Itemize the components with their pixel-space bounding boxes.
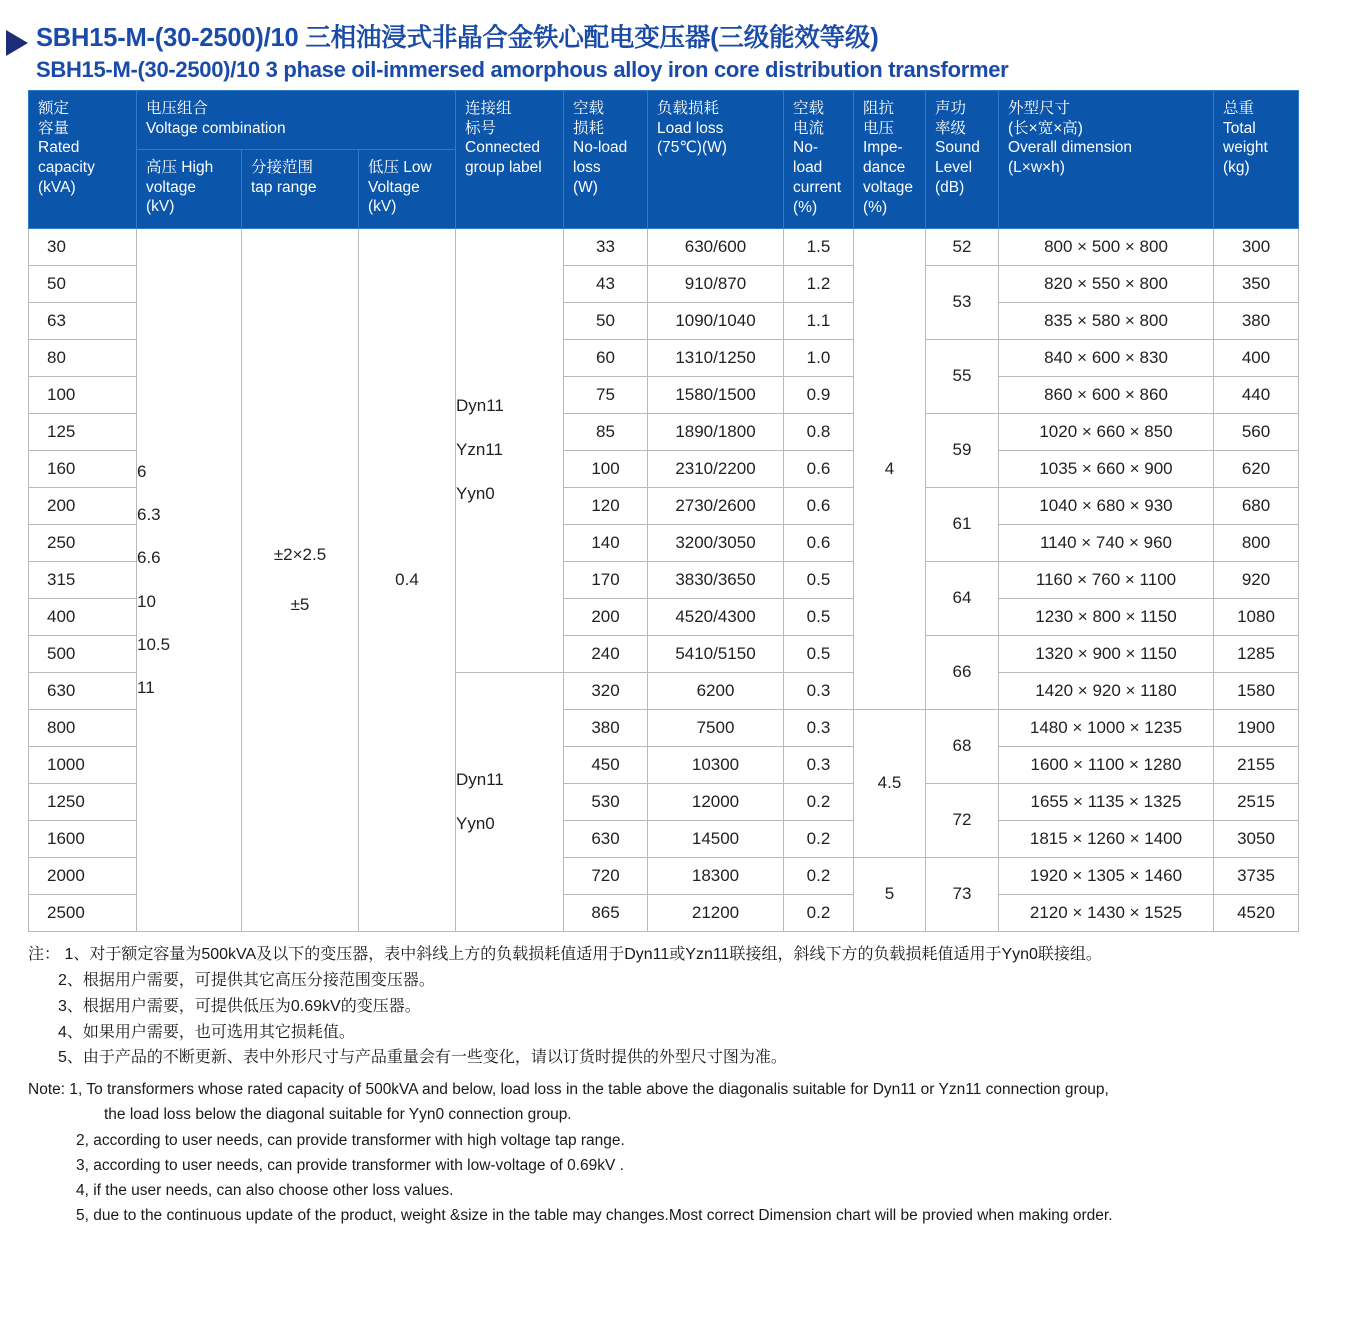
header-rated-capacity-en1: Rated xyxy=(38,139,80,157)
cell-rated-capacity: 250 xyxy=(29,524,137,561)
cell-total-weight: 2155 xyxy=(1214,746,1299,783)
cell-load-loss: 14500 xyxy=(648,820,784,857)
cell-rated-capacity: 800 xyxy=(29,709,137,746)
table-body xyxy=(29,228,1299,931)
tap-range-value: ±5 xyxy=(290,594,310,614)
cell-rated-capacity: 30 xyxy=(29,228,137,265)
header-total-weight-cn: 总重 xyxy=(1223,99,1255,117)
cell-total-weight: 300 xyxy=(1214,228,1299,265)
cell-total-weight: 1580 xyxy=(1214,672,1299,709)
note-en-text-1b: the load loss below the diagonal suitable for Yyn0 connection group. xyxy=(104,1106,572,1124)
cell-overall-dimension: 1815 × 1260 × 1400 xyxy=(999,820,1214,857)
notes-english xyxy=(28,1077,1342,1228)
header-low-voltage xyxy=(359,149,456,228)
header-impedance-voltage xyxy=(854,90,926,228)
notes-section xyxy=(0,932,1370,1228)
cell-sound-level: 55 xyxy=(926,339,999,413)
note-en-line-1a xyxy=(28,1077,1342,1102)
header-voltage-combination xyxy=(137,90,456,149)
cell-total-weight: 3050 xyxy=(1214,820,1299,857)
header-no-load-current xyxy=(784,90,854,228)
cell-rated-capacity: 500 xyxy=(29,635,137,672)
cell-rated-capacity: 1000 xyxy=(29,746,137,783)
cell-no-load-loss: 140 xyxy=(564,524,648,561)
cell-sound-level: 53 xyxy=(926,265,999,339)
cell-sound-level: 72 xyxy=(926,783,999,857)
header-load-loss-cn: 负载损耗 xyxy=(657,99,720,117)
cell-no-load-current: 0.2 xyxy=(784,894,854,931)
cell-no-load-loss: 50 xyxy=(564,302,648,339)
notes-chinese xyxy=(28,942,1342,1072)
header-impedance-voltage-cn2: 电压 xyxy=(863,119,895,137)
note-en-line-5 xyxy=(28,1203,1342,1228)
cell-no-load-loss: 320 xyxy=(564,672,648,709)
table-row xyxy=(29,228,1299,265)
header-sound-level-cn1: 声功 xyxy=(935,99,967,117)
header-no-load-loss-cn2: 损耗 xyxy=(573,119,605,137)
header-no-load-loss-unit: (W) xyxy=(573,179,598,197)
cell-total-weight: 1080 xyxy=(1214,598,1299,635)
cell-no-load-loss: 43 xyxy=(564,265,648,302)
header-overall-dimension-cn1: 外型尺寸 xyxy=(1008,99,1071,117)
connected-group-value: Yyn0 xyxy=(456,484,495,504)
cell-overall-dimension: 835 × 580 × 800 xyxy=(999,302,1214,339)
header-overall-dimension xyxy=(999,90,1214,228)
cell-no-load-loss: 120 xyxy=(564,487,648,524)
cell-rated-capacity: 2000 xyxy=(29,857,137,894)
header-rated-capacity-en2: capacity xyxy=(38,159,95,177)
high-voltage-value: 10 xyxy=(137,591,156,611)
note-cn-text-5: 5、由于产品的不断更新、表中外形尺寸与产品重量会有一些变化，请以订货时提供的外型尺寸图为准。 xyxy=(58,1049,787,1067)
cell-load-loss: 21200 xyxy=(648,894,784,931)
cell-impedance-voltage: 4 xyxy=(854,228,926,709)
cell-impedance-voltage: 5 xyxy=(854,857,926,931)
spec-table-container xyxy=(0,90,1370,932)
header-connected-group-en2: group label xyxy=(465,159,542,177)
header-row-top xyxy=(29,90,1299,149)
cell-overall-dimension: 800 × 500 × 800 xyxy=(999,228,1214,265)
cell-load-loss: 3830/3650 xyxy=(648,561,784,598)
cell-no-load-current: 0.6 xyxy=(784,450,854,487)
header-rated-capacity-cn1: 额定 xyxy=(38,99,70,117)
header-overall-dimension-en2: (L×w×h) xyxy=(1008,159,1065,177)
cell-sound-level: 64 xyxy=(926,561,999,635)
cell-no-load-loss: 85 xyxy=(564,413,648,450)
cell-load-loss: 1580/1500 xyxy=(648,376,784,413)
note-cn-line-2 xyxy=(28,968,1342,994)
cell-low-voltage: 0.4 xyxy=(359,228,456,931)
header-rated-capacity-unit: (kVA) xyxy=(38,179,76,197)
cell-load-loss: 12000 xyxy=(648,783,784,820)
cell-no-load-current: 1.1 xyxy=(784,302,854,339)
cell-sound-level: 59 xyxy=(926,413,999,487)
cell-rated-capacity: 50 xyxy=(29,265,137,302)
cell-load-loss: 10300 xyxy=(648,746,784,783)
note-en-label: Note: xyxy=(28,1081,66,1099)
cell-overall-dimension: 1040 × 680 × 930 xyxy=(999,487,1214,524)
note-en-line-1b xyxy=(28,1102,1342,1127)
cell-no-load-current: 0.5 xyxy=(784,561,854,598)
cell-high-voltage xyxy=(137,228,242,931)
header-sound-level-en1: Sound xyxy=(935,139,980,157)
cell-no-load-loss: 450 xyxy=(564,746,648,783)
header-no-load-current-cn2: 电流 xyxy=(793,119,825,137)
header-low-voltage-unit: (kV) xyxy=(368,198,397,216)
cell-total-weight: 1900 xyxy=(1214,709,1299,746)
cell-overall-dimension: 840 × 600 × 830 xyxy=(999,339,1214,376)
cell-total-weight: 440 xyxy=(1214,376,1299,413)
connected-group-value: Dyn11 xyxy=(456,769,504,789)
cell-total-weight: 620 xyxy=(1214,450,1299,487)
cell-total-weight: 680 xyxy=(1214,487,1299,524)
cell-total-weight: 2515 xyxy=(1214,783,1299,820)
header-no-load-current-cn1: 空载 xyxy=(793,99,825,117)
note-cn-text-4: 4、如果用户需要，也可选用其它损耗值。 xyxy=(58,1023,355,1041)
cell-load-loss: 630/600 xyxy=(648,228,784,265)
connected-group-value: Yzn11 xyxy=(456,440,503,460)
connected-group-value: Dyn11 xyxy=(456,396,504,415)
cell-no-load-current: 0.3 xyxy=(784,709,854,746)
cell-total-weight: 380 xyxy=(1214,302,1299,339)
cell-rated-capacity: 125 xyxy=(29,413,137,450)
header-tap-range-cn: 分接范围 xyxy=(251,158,314,176)
note-en-line-3 xyxy=(28,1153,1342,1178)
note-en-text-3: 3, according to user needs, can provide transformer with low-voltage of 0.69kV . xyxy=(76,1156,624,1174)
cell-rated-capacity: 63 xyxy=(29,302,137,339)
note-cn-text-2: 2、根据用户需要，可提供其它高压分接范围变压器。 xyxy=(58,971,435,989)
cell-total-weight: 800 xyxy=(1214,524,1299,561)
cell-no-load-loss: 33 xyxy=(564,228,648,265)
cell-overall-dimension: 1020 × 660 × 850 xyxy=(999,413,1214,450)
high-voltage-value: 10.5 xyxy=(137,635,171,655)
cell-total-weight: 3735 xyxy=(1214,857,1299,894)
cell-no-load-loss: 720 xyxy=(564,857,648,894)
note-cn-text-3: 3、根据用户需要，可提供低压为0.69kV的变压器。 xyxy=(58,997,421,1015)
cell-rated-capacity: 400 xyxy=(29,598,137,635)
cell-total-weight: 400 xyxy=(1214,339,1299,376)
cell-rated-capacity: 160 xyxy=(29,450,137,487)
cell-overall-dimension: 1920 × 1305 × 1460 xyxy=(999,857,1214,894)
cell-overall-dimension: 1035 × 660 × 900 xyxy=(999,450,1214,487)
header-tap-range xyxy=(242,149,359,228)
cell-load-loss: 1310/1250 xyxy=(648,339,784,376)
cell-no-load-loss: 170 xyxy=(564,561,648,598)
cell-overall-dimension: 860 × 600 × 860 xyxy=(999,376,1214,413)
cell-no-load-current: 0.2 xyxy=(784,783,854,820)
header-no-load-loss-en2: loss xyxy=(573,159,601,177)
cell-load-loss: 2730/2600 xyxy=(648,487,784,524)
cell-tap-range xyxy=(242,228,359,931)
cell-overall-dimension: 1480 × 1000 × 1235 xyxy=(999,709,1214,746)
header-connected-group-cn2: 标号 xyxy=(465,119,497,137)
note-cn-line-1 xyxy=(28,942,1342,968)
cell-load-loss: 5410/5150 xyxy=(648,635,784,672)
cell-rated-capacity: 630 xyxy=(29,672,137,709)
cell-sound-level: 68 xyxy=(926,709,999,783)
header-impedance-voltage-cn1: 阻抗 xyxy=(863,99,895,117)
cell-no-load-current: 0.3 xyxy=(784,672,854,709)
cell-no-load-current: 0.6 xyxy=(784,524,854,561)
high-voltage-value: 6.6 xyxy=(137,548,161,568)
cell-rated-capacity: 1250 xyxy=(29,783,137,820)
cell-no-load-current: 0.6 xyxy=(784,487,854,524)
header-load-loss-en: Load loss xyxy=(657,119,724,137)
header-high-voltage-en: voltage xyxy=(146,178,196,196)
cell-impedance-voltage: 4.5 xyxy=(854,709,926,857)
transformer-spec-table xyxy=(28,90,1299,932)
high-voltage-value: 11 xyxy=(137,678,155,698)
cell-rated-capacity: 315 xyxy=(29,561,137,598)
triangle-marker-icon xyxy=(6,30,28,56)
header-no-load-loss-en1: No-load xyxy=(573,139,628,157)
header-sound-level xyxy=(926,90,999,228)
note-cn-line-5 xyxy=(28,1045,1342,1071)
cell-overall-dimension: 1230 × 800 × 1150 xyxy=(999,598,1214,635)
header-no-load-current-unit: (%) xyxy=(793,198,818,216)
header-load-loss xyxy=(648,90,784,228)
note-en-text-2: 2, according to user needs, can provide transformer with high voltage tap range. xyxy=(76,1131,625,1149)
note-en-text-5: 5, due to the continuous update of the product, weight &size in the table may changes.Most correct Dimension chart will be provied when making order. xyxy=(76,1206,1113,1224)
header-overall-dimension-en1: Overall dimension xyxy=(1008,139,1133,157)
cell-load-loss: 3200/3050 xyxy=(648,524,784,561)
header-connected-group xyxy=(456,90,564,228)
cell-rated-capacity: 100 xyxy=(29,376,137,413)
cell-no-load-loss: 630 xyxy=(564,820,648,857)
note-cn-text-1: 1、对于额定容量为500kVA及以下的变压器，表中斜线上方的负载损耗值适用于Dyn11或Yzn11联接组，斜线下方的负载损耗值适用于Yyn0联接组。 xyxy=(60,945,1102,963)
cell-no-load-current: 0.9 xyxy=(784,376,854,413)
cell-no-load-current: 0.2 xyxy=(784,857,854,894)
cell-load-loss: 6200 xyxy=(648,672,784,709)
cell-sound-level: 66 xyxy=(926,635,999,709)
note-en-line-2 xyxy=(28,1128,1342,1153)
header-no-load-current-en1: No-load xyxy=(793,139,823,177)
cell-overall-dimension: 820 × 550 × 800 xyxy=(999,265,1214,302)
note-cn-line-3 xyxy=(28,994,1342,1020)
cell-overall-dimension: 1160 × 760 × 1100 xyxy=(999,561,1214,598)
header-rated-capacity-cn2: 容量 xyxy=(38,119,70,137)
cell-connected-group xyxy=(456,228,564,672)
header-total-weight-en1: Total xyxy=(1223,119,1256,137)
header-total-weight xyxy=(1214,90,1299,228)
cell-rated-capacity: 80 xyxy=(29,339,137,376)
page-title-english: SBH15-M-(30-2500)/10 3 phase oil-immersed amorphous alloy iron core distribution transformer xyxy=(36,57,1009,83)
cell-no-load-current: 1.0 xyxy=(784,339,854,376)
header-impedance-voltage-unit: (%) xyxy=(863,198,888,216)
cell-no-load-current: 1.5 xyxy=(784,228,854,265)
cell-load-loss: 7500 xyxy=(648,709,784,746)
cell-connected-group xyxy=(456,672,564,931)
header-rated-capacity xyxy=(29,90,137,228)
note-en-text-4: 4, if the user needs, can also choose other loss values. xyxy=(76,1181,454,1199)
cell-overall-dimension: 1600 × 1100 × 1280 xyxy=(999,746,1214,783)
cell-no-load-current: 0.2 xyxy=(784,820,854,857)
cell-load-loss: 2310/2200 xyxy=(648,450,784,487)
header-connected-group-en1: Connected xyxy=(465,139,540,157)
header-voltage-combination-cn: 电压组合 xyxy=(146,99,209,117)
cell-sound-level: 52 xyxy=(926,228,999,265)
cell-load-loss: 4520/4300 xyxy=(648,598,784,635)
note-en-text-1a: 1, To transformers whose rated capacity of 500kVA and below, load loss in the table above the diagonalis suitable for Dyn11 or Yzn11 connection group, xyxy=(69,1081,1109,1099)
cell-rated-capacity: 200 xyxy=(29,487,137,524)
header-high-voltage xyxy=(137,149,242,228)
cell-no-load-loss: 865 xyxy=(564,894,648,931)
cell-no-load-loss: 75 xyxy=(564,376,648,413)
header-sound-level-en2: Level xyxy=(935,159,973,177)
header-no-load-current-en2: current xyxy=(793,179,842,197)
cell-no-load-loss: 200 xyxy=(564,598,648,635)
header-high-voltage-cn: 高压 High xyxy=(146,158,214,176)
cell-no-load-loss: 380 xyxy=(564,709,648,746)
header-impedance-voltage-en1: Impe- xyxy=(863,139,903,157)
cell-no-load-loss: 100 xyxy=(564,450,648,487)
cell-load-loss: 910/870 xyxy=(648,265,784,302)
cell-overall-dimension: 1655 × 1135 × 1325 xyxy=(999,783,1214,820)
cell-no-load-current: 0.5 xyxy=(784,598,854,635)
note-en-line-4 xyxy=(28,1178,1342,1203)
cell-overall-dimension: 1140 × 740 × 960 xyxy=(999,524,1214,561)
cell-rated-capacity: 1600 xyxy=(29,820,137,857)
cell-rated-capacity: 2500 xyxy=(29,894,137,931)
connected-group-value: Yyn0 xyxy=(456,813,495,833)
header-total-weight-unit: (kg) xyxy=(1223,159,1250,177)
cell-overall-dimension: 1420 × 920 × 1180 xyxy=(999,672,1214,709)
header-overall-dimension-cn2: (长×宽×高) xyxy=(1008,119,1083,137)
header-tap-range-en: tap range xyxy=(251,178,317,196)
header-connected-group-cn1: 连接组 xyxy=(465,99,512,117)
page-title-chinese: SBH15-M-(30-2500)/10 三相油浸式非晶合金铁心配电变压器(三级能效等级) xyxy=(36,24,879,52)
cell-no-load-current: 0.8 xyxy=(784,413,854,450)
header-no-load-loss xyxy=(564,90,648,228)
page-title-block xyxy=(0,0,1370,90)
note-cn-label: 注： xyxy=(28,945,61,963)
cell-sound-level: 73 xyxy=(926,857,999,931)
header-impedance-voltage-en3: voltage xyxy=(863,179,913,197)
cell-no-load-current: 1.2 xyxy=(784,265,854,302)
cell-total-weight: 350 xyxy=(1214,265,1299,302)
cell-no-load-loss: 530 xyxy=(564,783,648,820)
cell-total-weight: 920 xyxy=(1214,561,1299,598)
cell-load-loss: 1090/1040 xyxy=(648,302,784,339)
header-sound-level-cn2: 率级 xyxy=(935,119,967,137)
high-voltage-value: 6 xyxy=(137,461,147,481)
cell-no-load-loss: 240 xyxy=(564,635,648,672)
note-cn-line-4 xyxy=(28,1020,1342,1046)
cell-no-load-current: 0.5 xyxy=(784,635,854,672)
tap-range-value: ±2×2.5 xyxy=(273,545,327,565)
cell-sound-level: 61 xyxy=(926,487,999,561)
header-total-weight-en2: weight xyxy=(1223,139,1268,157)
cell-total-weight: 560 xyxy=(1214,413,1299,450)
header-no-load-loss-cn1: 空载 xyxy=(573,99,605,117)
table-header xyxy=(29,90,1299,228)
header-load-loss-unit: (75℃)(W) xyxy=(657,139,727,157)
high-voltage-value: 6.3 xyxy=(137,505,161,525)
header-low-voltage-en: Voltage xyxy=(368,178,420,196)
header-voltage-combination-en: Voltage combination xyxy=(146,119,286,137)
cell-overall-dimension: 1320 × 900 × 1150 xyxy=(999,635,1214,672)
cell-load-loss: 18300 xyxy=(648,857,784,894)
cell-total-weight: 1285 xyxy=(1214,635,1299,672)
header-sound-level-unit: (dB) xyxy=(935,179,965,197)
cell-overall-dimension: 2120 × 1430 × 1525 xyxy=(999,894,1214,931)
cell-load-loss: 1890/1800 xyxy=(648,413,784,450)
header-high-voltage-unit: (kV) xyxy=(146,198,175,216)
header-impedance-voltage-en2: dance xyxy=(863,159,906,177)
cell-no-load-loss: 60 xyxy=(564,339,648,376)
header-low-voltage-cn: 低压 Low xyxy=(368,158,432,176)
cell-total-weight: 4520 xyxy=(1214,894,1299,931)
cell-no-load-current: 0.3 xyxy=(784,746,854,783)
